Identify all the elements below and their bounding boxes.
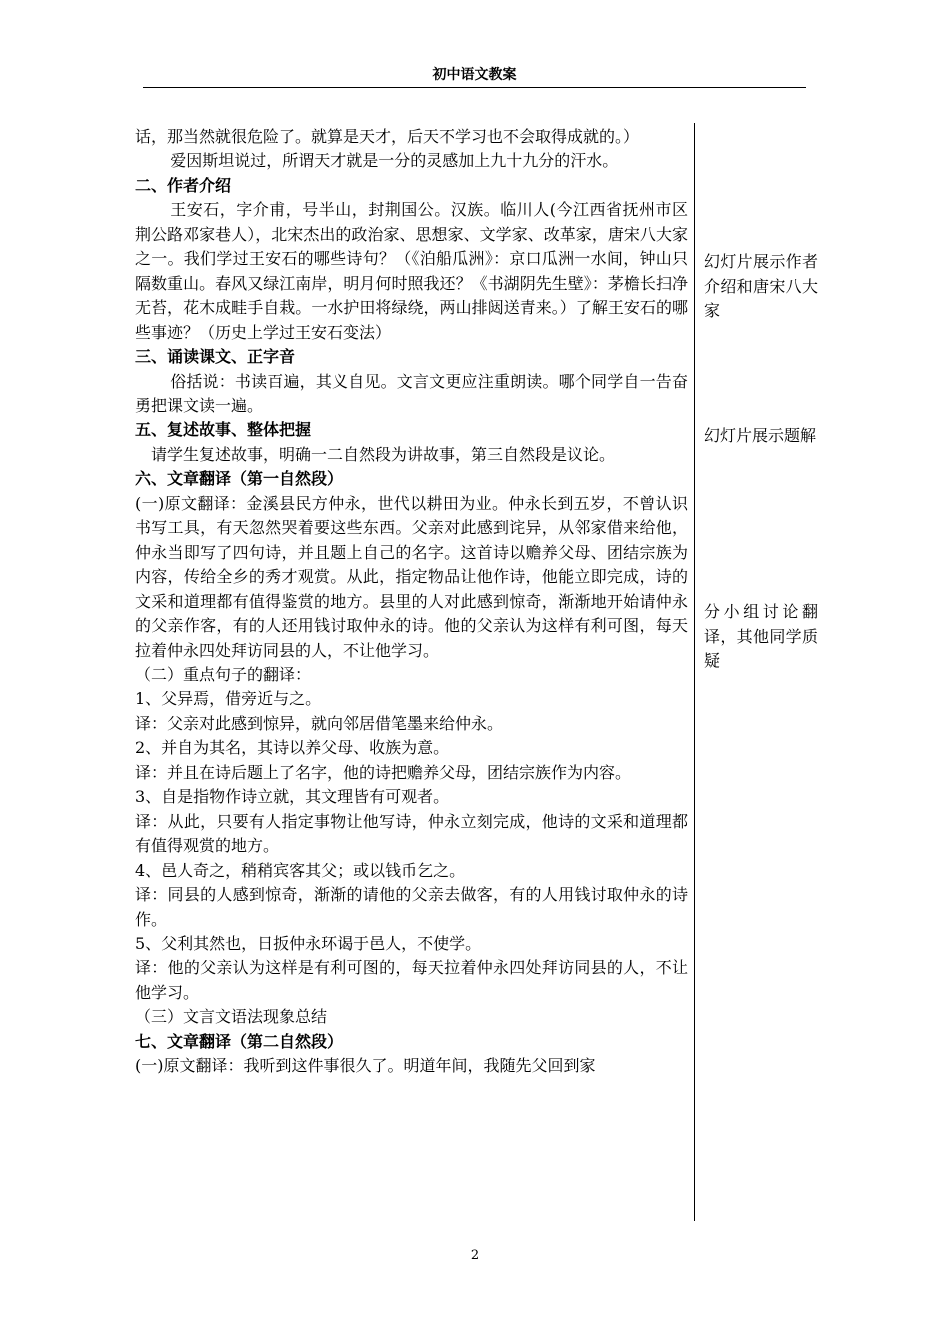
- paragraph: （二）重点句子的翻译：: [135, 664, 312, 684]
- paragraph: 译：并且在诗后题上了名字，他的诗把赡养父母，团结宗族作为内容。: [135, 762, 632, 782]
- side-note-group-discussion: 分小组讨论翻译，其他同学质疑: [704, 602, 818, 670]
- paragraph: 1、父异焉，借旁近与之。: [135, 689, 322, 709]
- paragraph: 3、自是指物作诗立就，其文理皆有可观者。: [135, 787, 450, 807]
- section-heading: 三、诵读课文、正字音: [135, 347, 296, 367]
- paragraph: 王安石，字介甫，号半山，封荆国公。汉族。临川人(今江西省抚州市区荆公路邓家巷人），北宋杰出的政治家、思想家、文学家、改革家，唐宋八大家之一。我们学过王安石的哪些诗句？（《泊船瓜洲》：京口瓜洲一水间，钟山只隔数重山。春风又绿江南岸，明月何时照我还？《书湖阴先生壁》：茅檐长扫净无苔，花木成畦手自栽。一水护田将绿绕，两山排闼送青来。）了解王安石的哪些事迹？（历史上学过王安石变法）: [135, 200, 688, 342]
- side-note-title-explanation: 幻灯片展示题解: [704, 426, 817, 445]
- page-number: 2: [470, 1248, 480, 1263]
- paragraph: 译：从此，只要有人指定事物让他写诗，仲永立刻完成，他诗的文采和道理都有值得观赏的地方。: [135, 811, 688, 856]
- paragraph: 话，那当然就很危险了。就算是天才，后天不学习也不会取得成就的。）: [135, 127, 640, 146]
- header-rule: [143, 87, 806, 88]
- column-divider: [694, 123, 695, 1221]
- page-header-title: 初中语文教案: [432, 67, 517, 83]
- paragraph: (一)原文翻译：金溪县民方仲永，世代以耕田为业。仲永长到五岁，不曾认识书写工具，有天忽然哭着要这些东西。父亲对此感到诧异，从邻家借来给他，仲永当即写了四句诗，并且题上自己的名字。这首诗以赡养父母、团结宗族为内容，传给全乡的秀才观赏。从此，指定物品让他作诗，他能立即完成，诗的文采和道理都有值得鉴赏的地方。县里的人对此感到惊奇，渐渐地开始请仲永的父亲作客，有的人还用钱讨取仲永的诗。他的父亲认为这样有利可图，每天拉着仲永四处拜访同县的人，不让他学习。: [135, 493, 688, 660]
- side-note-author: 幻灯片展示作者介绍和唐宋八大家: [704, 252, 818, 320]
- paragraph: (一)原文翻译：我听到这件事很久了。明道年间，我随先父回到家: [135, 1056, 596, 1076]
- paragraph: 译：同县的人感到惊奇，渐渐的请他的父亲去做客，有的人用钱讨取仲永的诗作。: [135, 885, 688, 929]
- paragraph: （三）文言文语法现象总结: [135, 1007, 328, 1027]
- section-heading: 二、作者介绍: [135, 175, 232, 195]
- paragraph: 5、父利其然也，日扳仲永环谒于邑人，不使学。: [135, 933, 482, 953]
- section-heading: 五、复述故事、整体把握: [135, 420, 312, 440]
- paragraph: 译：他的父亲认为这样是有利可图的，每天拉着仲永四处拜访同县的人，不让他学习。: [135, 958, 688, 1002]
- paragraph: 俗括说：书读百遍，其义自见。文言文更应注重朗读。哪个同学自一告奋勇把课文读一遍。: [135, 371, 688, 415]
- paragraph: 2、并自为其名，其诗以养父母、收族为意。: [135, 738, 450, 758]
- section-heading: 七、文章翻译（第二自然段）: [135, 1031, 344, 1051]
- section-heading: 六、文章翻译（第一自然段）: [135, 469, 344, 489]
- paragraph: 4、邑人奇之，稍稍宾客其父；或以钱币乞之。: [135, 860, 466, 880]
- paragraph: 译：父亲对此感到惊异，就向邻居借笔墨来给仲永。: [135, 713, 504, 733]
- lesson-plan-body: [135, 125, 688, 1079]
- paragraph: 爱因斯坦说过，所谓天才就是一分的灵感加上九十九分的汗水。: [170, 151, 619, 171]
- paragraph: 请学生复述故事，明确一二自然段为讲故事，第三自然段是议论。: [151, 444, 616, 464]
